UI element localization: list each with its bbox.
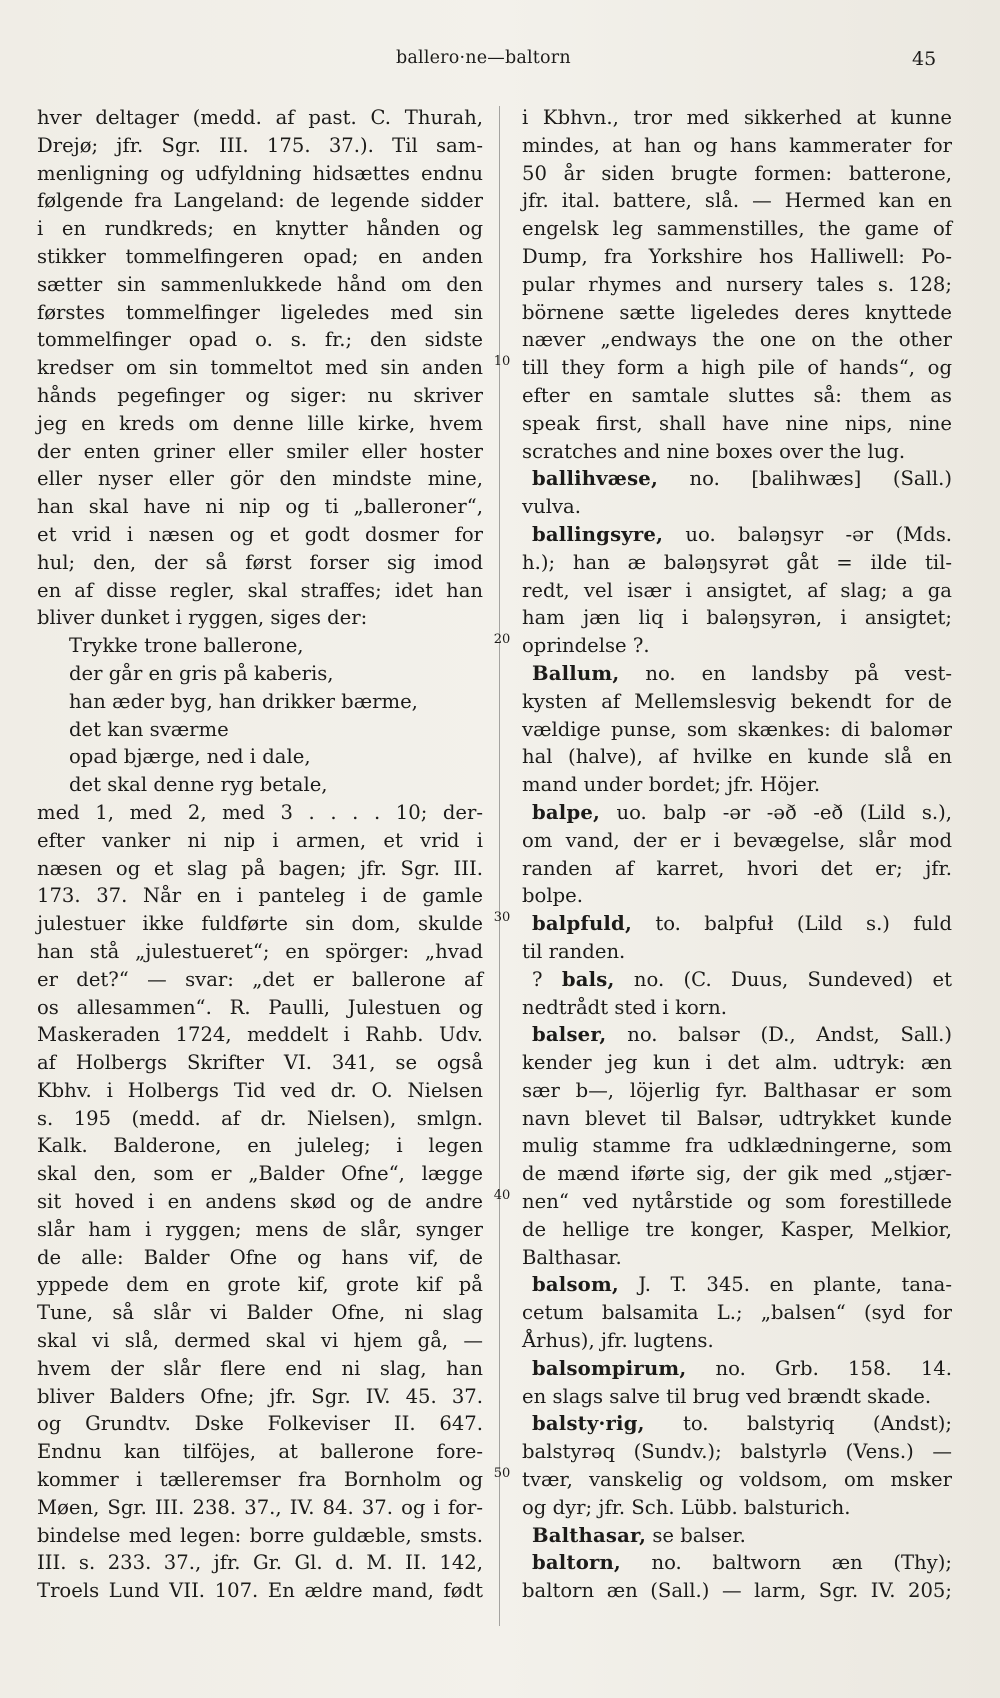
- left-column-line: bliver dunket i ryggen, siges der:: [37, 606, 368, 630]
- right-column-line: sær b—, löjerlig fyr. Balthasar er som: [522, 1078, 952, 1102]
- entry-balpfuld: [522, 910, 952, 938]
- line-number-50: 50: [493, 1466, 511, 1481]
- left-column-line: bindelse med legen: borre guldæble, smsts.: [37, 1523, 483, 1547]
- left-column-line: Kalk. Balderone, en juleleg; i legen: [37, 1134, 483, 1158]
- line-number-40: 40: [493, 1188, 511, 1203]
- headword: Balthasar,: [532, 1523, 647, 1547]
- left-column-line: Drejø; jfr. Sgr. III. 175. 37.). Til sam-: [37, 133, 483, 157]
- right-column-line: mand under bordet; jfr. Höjer.: [522, 773, 821, 797]
- headword: balsty·rig,: [532, 1412, 645, 1436]
- right-column-line: Balthasar.: [522, 1245, 622, 1269]
- right-column-line: balstyrəq (Sundv.); balstyrlə (Vens.) —: [522, 1440, 952, 1464]
- left-column-line: kredser om sin tommeltot med sin anden: [37, 356, 483, 380]
- right-column-line: Dump, fra Yorkshire hos Halliwell: Po-: [522, 244, 952, 268]
- right-column-line: cetum balsamita L.; „balsen“ (syd for: [522, 1301, 952, 1325]
- entry-text: uo. baləŋsyr -ər (Mds.: [663, 522, 952, 546]
- left-column-line: Endnu kan tilföjes, at ballerone fore-: [37, 1440, 483, 1464]
- entry-baltorn: [522, 1549, 952, 1577]
- left-column-line: de alle: Balder Ofne og hans vif, de: [37, 1245, 483, 1269]
- verse-line: han æder byg, han drikker bærme,: [69, 689, 418, 713]
- right-column-line: nedtrådt sted i korn.: [522, 995, 727, 1019]
- left-column-line: menligning og udfyldning hidsættes endnu: [37, 161, 483, 185]
- right-column-line: speak first, shall have nine nips, nine: [522, 411, 952, 435]
- right-column-line: börnene sætte ligeledes deres knyttede: [522, 300, 952, 324]
- headword: balpfuld,: [532, 912, 632, 936]
- left-column-line: førstes tommelfinger ligeledes med sin: [37, 300, 483, 324]
- headword: baltorn,: [532, 1551, 621, 1575]
- entry-balser: [522, 1021, 952, 1049]
- verse-line: det kan sværme: [69, 717, 229, 741]
- entry-balpe: [522, 799, 952, 827]
- right-column-line: till they form a high pile of hands“, og: [522, 356, 952, 380]
- line-number-30: 30: [493, 910, 511, 925]
- entry-text: J. T. 345. en plante, tana-: [618, 1273, 952, 1297]
- right-column-line: tvær, vanskelig og voldsom, om msker: [522, 1468, 952, 1492]
- right-column: [522, 104, 952, 1605]
- uncertain-marker: ?: [532, 967, 562, 991]
- left-column-line: et vrid i næsen og et godt dosmer for: [37, 522, 483, 546]
- left-column-line: han skal have ni nip og ti „balleroner“,: [37, 495, 483, 519]
- headword: ballingsyre,: [532, 522, 664, 546]
- headword: balsom,: [532, 1273, 619, 1297]
- entry-balstyrig: [522, 1410, 952, 1438]
- left-column-line: skal vi slå, dermed skal vi hjem gå, —: [37, 1329, 483, 1353]
- right-column-line: ham jæn liq i baləŋsyrən, i ansigtet;: [522, 606, 952, 630]
- entry-text: no. Grb. 158. 14.: [686, 1356, 952, 1380]
- right-column-line: kysten af Mellemslesvig bekendt for de: [522, 689, 952, 713]
- headword: balser,: [532, 1023, 607, 1047]
- left-column-line: af Holbergs Skrifter VI. 341, se også: [37, 1051, 483, 1075]
- left-column-line: han stå „julestueret“; en spörger: „hvad: [37, 939, 483, 963]
- entry-ballingsyre: [522, 521, 952, 549]
- right-column-line: randen af karret, hvori det er; jfr.: [522, 856, 952, 880]
- left-column-line: med 1, med 2, med 3 . . . . 10; der-: [37, 800, 483, 824]
- left-column-line: eller nyser eller gör den mindste mine,: [37, 467, 483, 491]
- left-column-line: slår ham i ryggen; mens de slår, synger: [37, 1217, 483, 1241]
- verse-line: det skal denne ryg betale,: [69, 773, 328, 797]
- right-column-line: om vand, der er i bevægelse, slår mod: [522, 828, 952, 852]
- left-column-line: julestuer ikke fuldførte sin dom, skulde: [37, 912, 483, 936]
- left-column-line: III. s. 233. 37., jfr. Gr. Gl. d. M. II. 142,: [37, 1551, 483, 1575]
- right-column-line: oprindelse ?.: [522, 634, 650, 658]
- right-column-line: næver „endways the one on the other: [522, 328, 952, 352]
- left-column-line: næsen og et slag på bagen; jfr. Sgr. III.: [37, 856, 483, 880]
- entry-text: to. balstyriq (Andst);: [644, 1412, 952, 1436]
- right-column-line: redt, vel især i ansigtet, af slag; a ga: [522, 578, 952, 602]
- left-column-line: er det?“ — svar: „det er ballerone af: [37, 967, 483, 991]
- entry-ballihvaese: [522, 465, 952, 493]
- right-column-line: hal (halve), af hvilke en kunde slå en: [522, 745, 952, 769]
- entry-text: no. baltworn æn (Thy);: [620, 1551, 952, 1575]
- headword: balsompirum,: [532, 1356, 687, 1380]
- right-column-line: jfr. ital. battere, slå. — Hermed kan en: [522, 189, 952, 213]
- left-column-line: tommelfinger opad o. s. fr.; den sidste: [37, 328, 483, 352]
- right-column-line: 50 år siden brugte formen: batterone,: [522, 161, 952, 185]
- running-head: ballero·ne—baltorn: [396, 48, 571, 68]
- entry-balsom: [522, 1271, 952, 1299]
- page-number: 45: [912, 48, 937, 70]
- left-column-line: os allesammen“. R. Paulli, Julestuen og: [37, 995, 483, 1019]
- right-column-line: nen“ ved nytårstide og som forestillede: [522, 1190, 952, 1214]
- left-column-line: Maskeraden 1724, meddelt i Rahb. Udv.: [37, 1023, 483, 1047]
- verse-line: der går en gris på kaberis,: [69, 661, 334, 685]
- verse-line: Trykke trone ballerone,: [69, 634, 304, 658]
- right-column-line: vulva.: [522, 495, 581, 519]
- left-column-line: stikker tommelfingeren opad; en anden: [37, 244, 483, 268]
- left-column-line: i en rundkreds; en knytter hånden og: [37, 217, 483, 241]
- right-column-line: h.); han æ baləŋsyrət gåt = ilde til-: [522, 550, 952, 574]
- left-column-line: Tune, så slår vi Balder Ofne, ni slag: [37, 1301, 483, 1325]
- right-column-line: navn blevet til Balsər, udtrykket kunde: [522, 1106, 952, 1130]
- right-column-line: baltorn æn (Sall.) — larm, Sgr. IV. 205;: [522, 1579, 952, 1603]
- left-column-line: yppede dem en grote kif, grote kif på: [37, 1273, 483, 1297]
- left-column-line: jeg en kreds om denne lille kirke, hvem: [37, 411, 483, 435]
- left-column-line: efter vanker ni nip i armen, et vrid i: [37, 828, 483, 852]
- left-column-line: følgende fra Langeland: de legende sidder: [37, 189, 483, 213]
- entry-ballum: [522, 660, 952, 688]
- entry-text: to. balpfuł (Lild s.) fuld: [631, 912, 952, 936]
- left-column-line: der enten griner eller smiler eller hoster: [37, 439, 483, 463]
- column-divider: [499, 106, 500, 1626]
- line-number-10: 10: [493, 354, 511, 369]
- right-column-line: i Kbhvn., tror med sikkerhed at kunne: [522, 106, 952, 129]
- right-column-line: Århus), jfr. lugtens.: [522, 1329, 714, 1353]
- verse-line: opad bjærge, ned i dale,: [69, 745, 311, 769]
- entry-text: uo. balp -ər -əð -eð (Lild s.),: [600, 800, 952, 824]
- entry-balthasar: [522, 1522, 952, 1550]
- left-column-line: sit hoved i en andens skød og de andre: [37, 1190, 483, 1214]
- left-column-line: hver deltager (medd. af past. C. Thurah,: [37, 106, 483, 129]
- left-column-line: Troels Lund VII. 107. En ældre mand, født: [37, 1579, 483, 1603]
- left-column-line: 173. 37. Når en i panteleg i de gamle: [37, 884, 483, 908]
- right-column-line: og dyr; jfr. Sch. Lübb. balsturich.: [522, 1495, 851, 1519]
- headword: bals,: [561, 967, 615, 991]
- left-column-line: hul; den, der så først forser sig imod: [37, 550, 483, 574]
- left-column-line: en af disse regler, skal straffes; idet han: [37, 578, 483, 602]
- left-column: [37, 104, 483, 1605]
- entry-text: se balser.: [646, 1523, 746, 1547]
- entry-balsompirum: [522, 1355, 952, 1383]
- headword: Ballum,: [532, 661, 620, 685]
- left-column-line: hvem der slår flere end ni slag, han: [37, 1356, 483, 1380]
- right-column-line: mulig stamme fra udklædningerne, som: [522, 1134, 952, 1158]
- right-column-line: til randen.: [522, 939, 626, 963]
- entry-text: no. [balihwæs] (Sall.): [657, 467, 952, 491]
- right-column-line: de mænd iførte sig, der gik med „stjær-: [522, 1162, 952, 1186]
- left-column-line: Kbhv. i Holbergs Tid ved dr. O. Nielsen: [37, 1078, 483, 1102]
- right-column-line: scratches and nine boxes over the lug.: [522, 439, 906, 463]
- left-column-line: og Grundtv. Dske Folkeviser II. 647.: [37, 1412, 483, 1436]
- entry-bals: [522, 966, 952, 994]
- line-number-20: 20: [493, 632, 511, 647]
- right-column-line: pular rhymes and nursery tales s. 128;: [522, 272, 952, 296]
- headword: ballihvæse,: [532, 467, 658, 491]
- left-column-line: bliver Balders Ofne; jfr. Sgr. IV. 45. 37.: [37, 1384, 483, 1408]
- left-column-line: Møen, Sgr. III. 238. 37., IV. 84. 37. og i for-: [37, 1495, 483, 1519]
- right-column-line: vældige punse, som skænkes: di balomər: [522, 717, 952, 741]
- right-column-line: de hellige tre konger, Kasper, Melkior,: [522, 1217, 952, 1241]
- entry-text: no. (C. Duus, Sundeved) et: [614, 967, 953, 991]
- right-column-line: kender jeg kun i det alm. udtryk: æn: [522, 1051, 952, 1075]
- entry-text: no. en landsby på vest-: [619, 661, 952, 685]
- right-column-line: en slags salve til brug ved brændt skade.: [522, 1384, 932, 1408]
- left-column-line: sætter sin sammenlukkede hånd om den: [37, 272, 483, 296]
- headword: balpe,: [532, 800, 601, 824]
- right-column-line: efter en samtale sluttes så: them as: [522, 383, 952, 407]
- right-column-line: engelsk leg sammenstilles, the game of: [522, 217, 952, 241]
- left-column-line: skal den, som er „Balder Ofne“, lægge: [37, 1162, 483, 1186]
- left-column-line: kommer i tælleremser fra Bornholm og: [37, 1468, 483, 1492]
- left-column-line: hånds pegefinger og siger: nu skriver: [37, 383, 483, 407]
- right-column-line: bolpe.: [522, 884, 583, 908]
- right-column-line: mindes, at han og hans kammerater for: [522, 133, 952, 157]
- entry-text: no. balsər (D., Andst, Sall.): [606, 1023, 952, 1047]
- left-column-line: s. 195 (medd. af dr. Nielsen), smlgn.: [37, 1106, 483, 1130]
